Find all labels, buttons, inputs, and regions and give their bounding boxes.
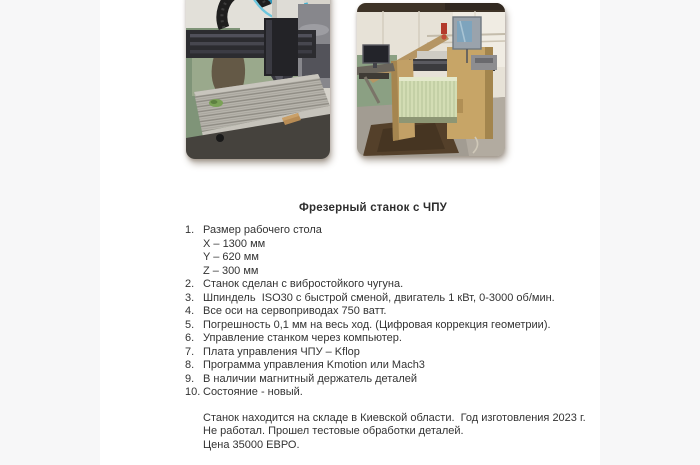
list-item xyxy=(185,224,589,238)
list-item-number: 3. xyxy=(185,291,195,304)
list-item xyxy=(185,359,589,373)
list-subline-y: Y – 620 мм xyxy=(203,251,259,263)
list-subline-z: Z – 300 мм xyxy=(203,264,259,277)
list-item-text: Станок сделан с вибростойкого чугуна. xyxy=(203,278,404,290)
list-subline-x: X – 1300 мм xyxy=(203,237,266,250)
footer-paragraph xyxy=(185,412,589,453)
footer-line-location: Станок находится на складе в Киевской области. Год изготовления 2023 г. xyxy=(203,411,586,424)
list-item-text: Плата управления ЧПУ – Kflop xyxy=(203,345,360,358)
list-item-text: Управление станком через компьютер. xyxy=(203,332,402,344)
list-item xyxy=(185,319,589,333)
list-item-number: 7. xyxy=(185,345,195,358)
list-item-number: 6. xyxy=(185,332,195,344)
footer-line-price: Цена 35000 ЕВРО. xyxy=(203,438,300,451)
list-item-text: Шпиндель ISO30 с быстрой сменой, двигатель 1 кВт, 0-3000 об/мин. xyxy=(203,291,555,304)
list-item-number: 9. xyxy=(185,372,195,385)
list-item-text: В наличии магнитный держатель деталей xyxy=(203,372,418,385)
list-item-text: Погрешность 0,1 мм на весь ход. (Цифровая коррекция геометрии). xyxy=(203,318,551,331)
list-item-text: Размер рабочего стола xyxy=(203,224,322,236)
list-item-number: 10. xyxy=(185,386,201,398)
photo-cnc-workshop xyxy=(357,3,505,156)
list-item xyxy=(185,292,589,306)
list-item xyxy=(185,332,589,346)
photo-cnc-closeup xyxy=(186,0,330,159)
list-item xyxy=(185,346,589,360)
photo-cnc-closeup-illustration xyxy=(186,0,330,159)
list-item xyxy=(185,386,589,400)
document-title: Фрезерный станок с ЧПУ xyxy=(298,202,448,214)
list-item xyxy=(185,305,589,319)
photo-cnc-workshop-illustration xyxy=(357,3,505,156)
list-item-number: 5. xyxy=(185,318,195,331)
list-item-text: Состояние - новый. xyxy=(203,386,303,398)
list-item-number: 1. xyxy=(185,224,195,236)
list-item-text: Все оси на сервоприводах 750 ватт. xyxy=(203,305,387,317)
list-item-number: 2. xyxy=(185,278,195,290)
spec-list xyxy=(185,224,589,452)
list-item-number: 4. xyxy=(185,305,195,317)
list-item xyxy=(185,278,589,292)
footer-line-condition: Не работал. Прошел тестовые обработки деталей. xyxy=(203,425,464,437)
list-item xyxy=(185,373,589,387)
list-item-text: Программа управления Kmotion или Mach3 xyxy=(203,359,425,371)
list-item-number: 8. xyxy=(185,359,195,371)
